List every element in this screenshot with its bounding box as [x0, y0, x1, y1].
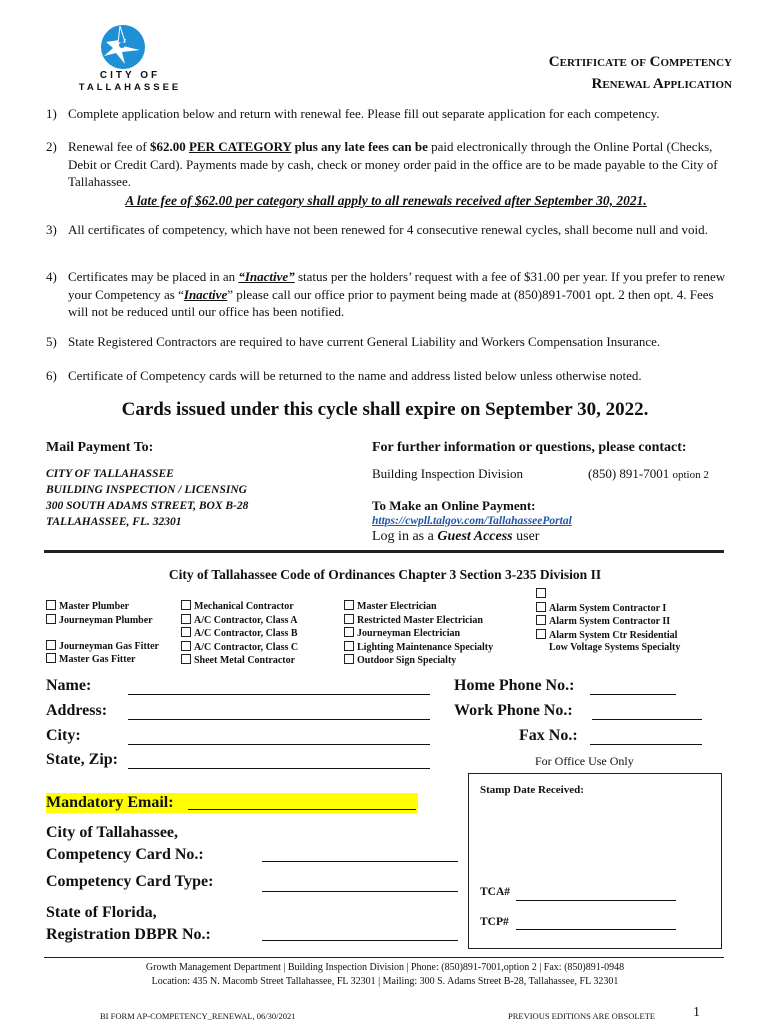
category-checkbox[interactable] [46, 653, 159, 667]
inactive-term: “Inactive” [238, 269, 295, 284]
renewal-fee: $62.00 [149, 139, 189, 154]
card-number-label [46, 822, 204, 866]
instruction-number: 5) [46, 334, 57, 349]
instruction-number: 6) [46, 368, 57, 383]
checkbox-icon[interactable] [344, 614, 354, 624]
stamp-date-label: Stamp Date Received: [480, 784, 584, 796]
category-checkbox[interactable] [181, 614, 298, 628]
card-number-field[interactable] [262, 861, 458, 862]
category-column-3 [344, 600, 493, 668]
city-field[interactable] [128, 744, 430, 745]
late-fee-warning: A late fee of $62.00 per category shall apply to all renewals received after September 30, 2021. [125, 193, 647, 208]
address-field[interactable] [128, 719, 430, 720]
home-phone-field[interactable] [590, 694, 676, 695]
email-label: Mandatory Email: [46, 794, 174, 811]
office-use-label: For Office Use Only [535, 754, 634, 768]
instruction-5 [46, 333, 726, 351]
city-label: City: [46, 727, 81, 744]
document-title [549, 51, 732, 95]
category-label: A/C Contractor, Class B [194, 628, 298, 639]
city-logo [60, 22, 200, 94]
category-checkbox[interactable] [181, 627, 298, 641]
checkbox-icon[interactable] [181, 600, 191, 610]
online-portal-link[interactable]: https://cwpll.talgov.com/TallahasseePortal [372, 515, 572, 527]
checkbox-icon[interactable] [181, 641, 191, 651]
category-label: Outdoor Sign Specialty [357, 655, 457, 666]
name-label: Name: [46, 677, 92, 694]
checkbox-icon[interactable] [46, 614, 56, 624]
dbpr-label-1: State of Florida, [46, 904, 157, 921]
online-payment-heading: To Make an Online Payment: [372, 498, 536, 513]
category-checkbox[interactable] [536, 602, 680, 616]
category-label: Master Electrician [357, 601, 437, 612]
category-checkbox[interactable] [344, 627, 493, 641]
tcp-field[interactable] [516, 929, 676, 930]
checkbox-icon[interactable] [181, 654, 191, 664]
logo-city-of: CITY OF [99, 70, 161, 81]
logo-tallahassee: TALLAHASSEE [78, 82, 182, 93]
instruction-text-post: ” please call our office prior to payment being made at (850)891-7001 opt. 2 then opt. 4. Fees will not be reduced until our office has been notified. [68, 286, 714, 319]
category-label: A/C Contractor, Class A [194, 614, 298, 626]
category-label: Lighting Maintenance Specialty [357, 641, 494, 653]
state-zip-field[interactable] [128, 768, 430, 769]
instruction-text: Certificates may be placed in an [68, 269, 239, 284]
category-checkbox[interactable] [181, 600, 298, 614]
title-line-2: Renewal Application [591, 76, 732, 92]
instruction-2 [46, 138, 726, 191]
name-field[interactable] [128, 694, 430, 695]
dbpr-label [46, 902, 211, 946]
inactive-term: Inactive [183, 286, 228, 302]
category-checkbox[interactable] [344, 654, 493, 668]
login-post: user [512, 529, 540, 544]
category-label: Alarm System Ctr Residential [549, 629, 678, 641]
instruction-text: Complete application below and return with renewal fee. Please fill out separate application for each competency. [68, 106, 660, 121]
checkbox-icon[interactable] [536, 588, 546, 598]
state-zip-label: State, Zip: [46, 751, 118, 768]
category-column-2 [181, 600, 298, 668]
category-label: Journeyman Electrician [357, 628, 461, 639]
checkbox-icon[interactable] [181, 614, 191, 624]
category-label: Restricted Master Electrician [357, 614, 483, 626]
category-column-1 [46, 600, 159, 667]
category-label: Journeyman Plumber [59, 614, 153, 626]
instruction-3 [46, 221, 726, 239]
category-checkbox[interactable] [536, 615, 680, 629]
checkbox-icon[interactable] [46, 653, 56, 663]
instruction-1 [46, 105, 726, 123]
checkbox-icon[interactable] [46, 640, 56, 650]
instruction-text: Certificate of Competency cards will be returned to the name and address listed below unless otherwise noted. [68, 368, 642, 383]
checkbox-icon[interactable] [181, 627, 191, 637]
category-checkbox[interactable] [46, 640, 159, 654]
category-column-4 [536, 588, 680, 655]
mailing-address [46, 466, 248, 530]
checkbox-icon[interactable] [536, 629, 546, 639]
page-number: 1 [693, 1005, 700, 1020]
instruction-number: 1) [46, 106, 57, 121]
category-label: Master Gas Fitter [59, 654, 136, 665]
instruction-6 [46, 367, 726, 385]
per-category: PER CATEGORY [188, 139, 292, 154]
instruction-text-mid: status per the holders’ request with a fee of $31.00 per year. If you prefer to renew your Competency as “ [68, 269, 726, 302]
category-checkbox[interactable] [344, 641, 493, 655]
footer-divider [44, 957, 724, 958]
category-checkbox[interactable] [344, 600, 493, 614]
form-id: BI FORM AP-COMPETENCY_RENEWAL, 06/30/2021 [100, 1011, 296, 1021]
category-label: Low Voltage Systems Specialty [549, 642, 681, 653]
checkbox-icon[interactable] [344, 654, 354, 664]
tca-label: TCA# [480, 886, 511, 898]
address-line: TALLAHASSEE, FL. 32301 [46, 516, 182, 528]
ordinance-heading: City of Tallahassee Code of Ordinances Chapter 3 Section 3-235 Division II [168, 567, 602, 582]
category-label: A/C Contractor, Class C [194, 641, 299, 653]
address-line: CITY OF TALLAHASSEE [46, 468, 174, 480]
category-checkbox[interactable] [536, 588, 680, 602]
category-checkbox[interactable] [536, 629, 680, 643]
title-line-1: Certificate of Competency [548, 54, 732, 70]
tca-field[interactable] [516, 900, 676, 901]
instruction-text: Renewal fee of [68, 139, 150, 154]
category-label: Alarm System Contractor II [549, 616, 671, 627]
dbpr-field[interactable] [262, 940, 458, 941]
address-line: 300 SOUTH ADAMS STREET, BOX B-28 [46, 500, 249, 512]
fax-field[interactable] [590, 744, 702, 745]
instruction-text: All certificates of competency, which have not been renewed for 4 consecutive renewal cycles, shall become null and void. [68, 222, 708, 237]
login-instruction [372, 529, 539, 545]
email-field[interactable] [188, 809, 416, 810]
dbpr-label-2: Registration DBPR No.: [46, 926, 211, 943]
instruction-text: State Registered Contractors are required to have current General Liability and Workers Compensation Insurance. [68, 334, 661, 349]
expiration-notice: Cards issued under this cycle shall expire on September 30, 2022. [121, 399, 649, 420]
mail-payment-heading: Mail Payment To: [46, 440, 154, 455]
instruction-4 [46, 268, 726, 321]
category-checkbox[interactable] [344, 614, 493, 628]
tcp-label: TCP# [480, 916, 509, 928]
category-label: Alarm System Contractor I [549, 602, 667, 614]
checkbox-icon[interactable] [344, 627, 354, 637]
card-type-label: Competency Card Type: [46, 873, 214, 890]
mandatory-email-row[interactable] [46, 793, 418, 813]
phone-option: option 2 [672, 469, 709, 481]
address-line: BUILDING INSPECTION / LICENSING [46, 484, 247, 496]
category-label: Sheet Metal Contractor [194, 655, 296, 666]
login-pre: Log in as a [372, 529, 438, 544]
category-label: Mechanical Contractor [194, 601, 294, 612]
checkbox-icon[interactable] [46, 600, 56, 610]
phone-number: (850) 891-7001 [588, 466, 670, 481]
card-type-field[interactable] [262, 891, 458, 892]
checkbox-icon[interactable] [344, 600, 354, 610]
card-number-label-2: Competency Card No.: [46, 846, 204, 863]
obsolete-notice: PREVIOUS EDITIONS ARE OBSOLETE [508, 1011, 656, 1021]
category-checkbox[interactable] [46, 600, 159, 614]
division-phone [588, 466, 709, 482]
category-label: Journeyman Gas Fitter [59, 640, 159, 652]
instruction-number: 4) [46, 269, 57, 284]
category-checkbox[interactable] [181, 654, 298, 668]
category-label: Master Plumber [59, 601, 130, 612]
category-checkbox[interactable] [181, 641, 298, 655]
category-checkbox[interactable] [46, 614, 159, 628]
checkbox-icon[interactable] [536, 602, 546, 612]
instruction-text-rest: paid electronically through the Online Portal (Checks, Debit or Credit Card). Payments made by cash, check or money order paid in the office are to be made payable to the City of Tallahassee. [68, 139, 718, 189]
city-seal-icon [98, 22, 148, 72]
card-number-label-1: City of Tallahassee, [46, 824, 179, 841]
checkbox-icon[interactable] [536, 615, 546, 625]
work-phone-field[interactable] [592, 719, 702, 720]
fax-label: Fax No.: [519, 727, 578, 744]
footer-contact: Growth Management Department | Building Inspection Division | Phone: (850)891-7001,option 2 | Fax: (850)891-0948 [145, 962, 625, 973]
work-phone-label: Work Phone No.: [454, 702, 573, 719]
division-name: Building Inspection Division [372, 466, 523, 481]
late-fee-note: plus any late fees can be [291, 139, 428, 154]
section-divider [44, 550, 724, 553]
footer-address: Location: 435 N. Macomb Street Tallahassee, FL 32301 | Mailing: 300 S. Adams Street B-28, Tallahassee, FL 32301 [151, 976, 619, 987]
home-phone-label: Home Phone No.: [454, 677, 575, 694]
guest-access: Guest Access [437, 529, 513, 544]
contact-heading: For further information or questions, please contact: [372, 440, 687, 455]
checkbox-icon[interactable] [344, 641, 354, 651]
address-label: Address: [46, 702, 108, 719]
instruction-number: 2) [46, 139, 57, 154]
instruction-number: 3) [46, 222, 57, 237]
